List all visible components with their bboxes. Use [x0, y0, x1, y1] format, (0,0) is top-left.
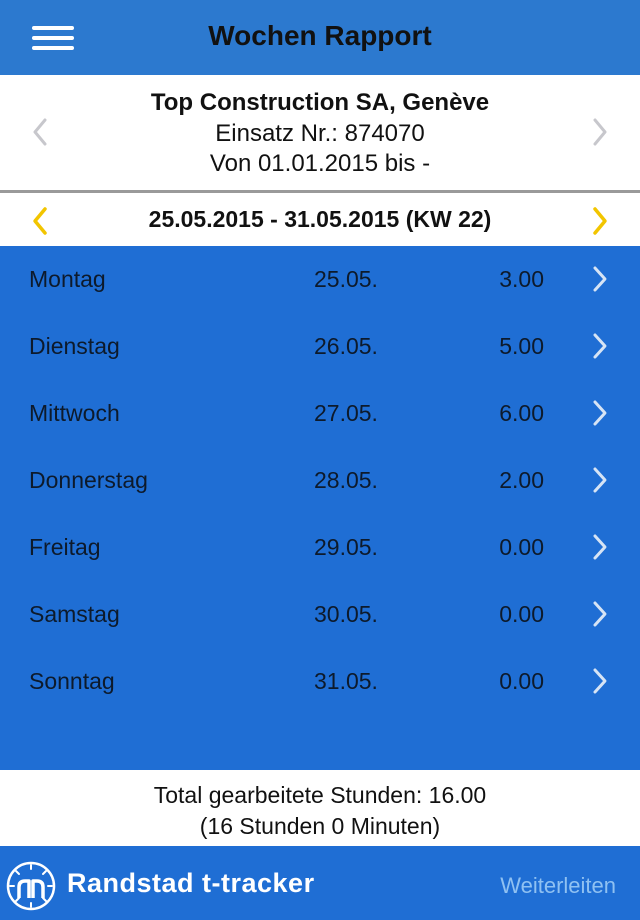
previous-week-chevron-icon[interactable] — [28, 204, 52, 238]
day-hours: 5.00 — [499, 333, 544, 359]
day-name: Mittwoch — [29, 400, 120, 426]
day-name: Donnerstag — [29, 467, 148, 493]
day-name: Dienstag — [29, 333, 120, 359]
day-hours: 2.00 — [499, 467, 544, 493]
day-hours: 3.00 — [499, 266, 544, 292]
day-list — [0, 246, 640, 770]
chevron-right-icon — [590, 599, 610, 629]
chevron-right-icon[interactable] — [588, 115, 612, 149]
weekly-totals — [0, 770, 640, 846]
day-hours: 6.00 — [499, 400, 544, 426]
chevron-right-icon — [590, 465, 610, 495]
total-hours-detail: (16 Stunden 0 Minuten) — [199, 813, 441, 839]
chevron-right-icon — [590, 532, 610, 562]
day-row-samstag[interactable] — [0, 581, 640, 648]
company-name: Top Construction SA, Genève — [150, 89, 490, 116]
footer-bar — [0, 846, 640, 920]
day-date: 27.05. — [314, 400, 378, 426]
day-hours: 0.00 — [499, 601, 544, 627]
day-name: Montag — [29, 266, 106, 292]
day-date: 28.05. — [314, 467, 378, 493]
day-row-donnerstag[interactable] — [0, 447, 640, 514]
einsatz-number: Einsatz Nr.: 874070 — [215, 120, 425, 147]
day-date: 30.05. — [314, 601, 378, 627]
randstad-clock-logo-icon — [5, 860, 57, 912]
day-date: 29.05. — [314, 534, 378, 560]
forward-button[interactable]: Weiterleiten — [500, 873, 616, 898]
navigation-bar — [0, 0, 640, 75]
assignment-header — [0, 75, 640, 193]
chevron-right-icon — [590, 666, 610, 696]
day-date: 31.05. — [314, 668, 378, 694]
assignment-period: Von 01.01.2015 bis - — [209, 150, 431, 177]
chevron-right-icon — [590, 398, 610, 428]
week-range-label: 25.05.2015 - 31.05.2015 (KW 22) — [148, 206, 492, 232]
day-date: 26.05. — [314, 333, 378, 359]
day-date: 25.05. — [314, 266, 378, 292]
page-title: Wochen Rapport — [208, 20, 432, 51]
day-row-montag[interactable] — [0, 246, 640, 313]
week-selector — [0, 196, 640, 246]
day-hours: 0.00 — [499, 668, 544, 694]
day-row-sonntag[interactable] — [0, 648, 640, 715]
total-hours: Total gearbeitete Stunden: 16.00 — [153, 782, 487, 808]
brand-name: Randstad t-tracker — [67, 868, 315, 898]
day-row-freitag[interactable] — [0, 514, 640, 581]
chevron-left-icon[interactable] — [28, 115, 52, 149]
day-name: Samstag — [29, 601, 120, 627]
chevron-right-icon — [590, 264, 610, 294]
chevron-right-icon — [590, 331, 610, 361]
day-row-mittwoch[interactable] — [0, 380, 640, 447]
next-week-chevron-icon[interactable] — [588, 204, 612, 238]
day-name: Sonntag — [29, 668, 115, 694]
day-name: Freitag — [29, 534, 101, 560]
day-row-dienstag[interactable] — [0, 313, 640, 380]
day-hours: 0.00 — [499, 534, 544, 560]
